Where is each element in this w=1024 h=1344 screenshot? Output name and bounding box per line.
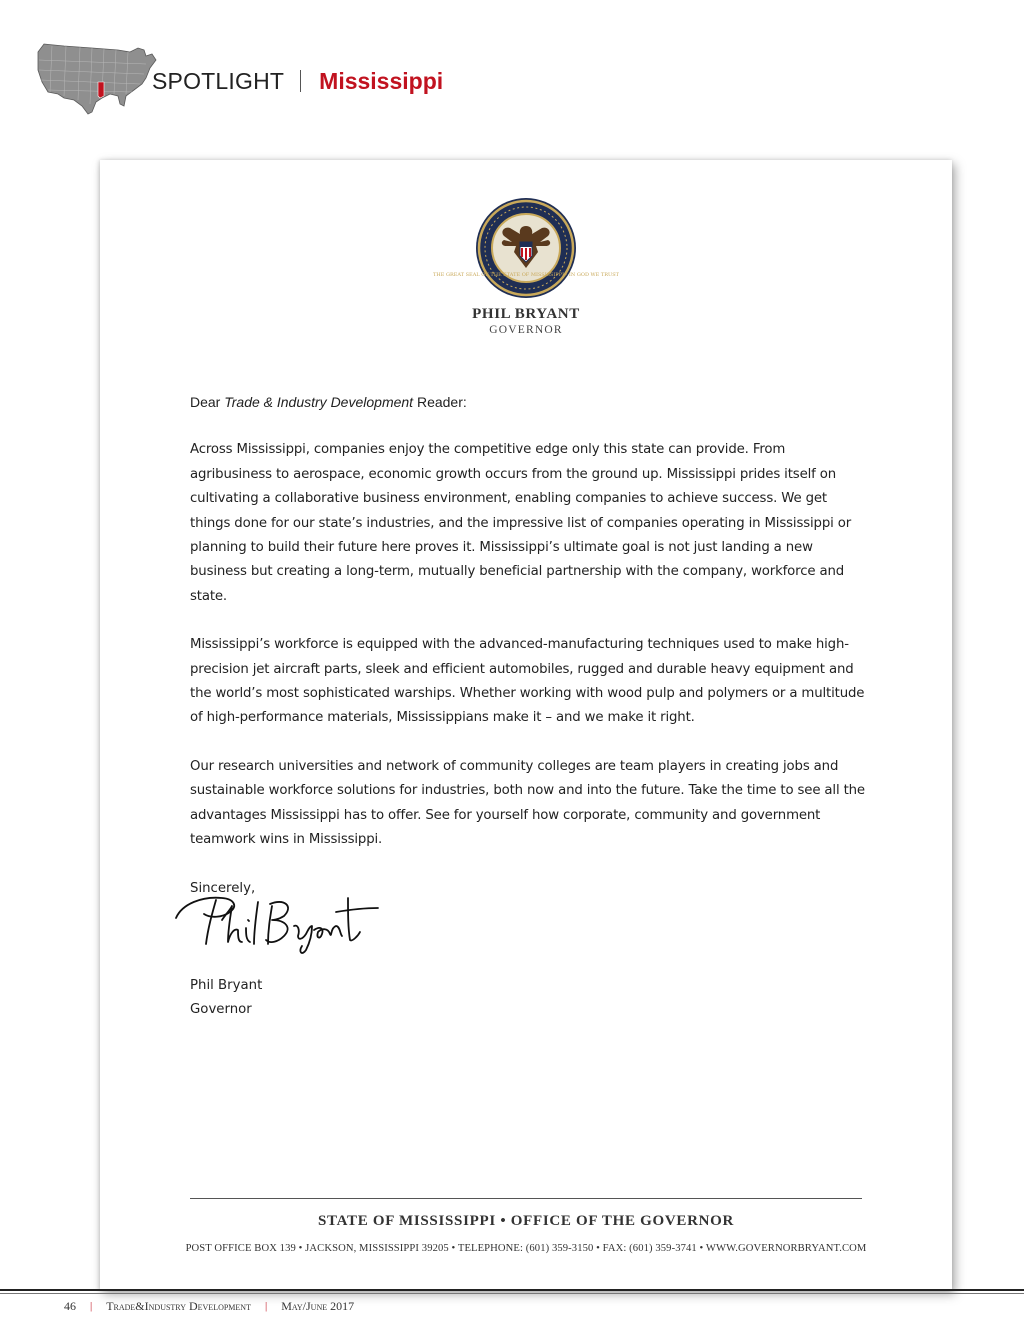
handwritten-signature: [172, 884, 392, 954]
us-map-icon: [34, 38, 158, 116]
letter-body: [190, 390, 870, 901]
issue-date: May/June 2017: [281, 1298, 355, 1313]
paragraph: Mississippi’s workforce is equipped with the advanced-manufacturing techniques used to make high-precision jet aircraft parts, sleek and efficient automobiles, rugged and durable heavy equipment and the world’s most sophisticated warships. Whether working with wood pulp and polymers or a multitude of high-performance materials, Mississippians make it – and we make it right.: [190, 637, 865, 726]
section-header: [152, 66, 443, 96]
salutation-prefix: Dear: [190, 394, 225, 410]
paragraph: Our research universities and network of community colleges are team players in creating jobs and sustainable workforce solutions for industries, both now and into the future. Take the time to see all the advantages Mississippi has to offer. See for yourself how corporate, community and government teamwork wins in Mississippi.: [190, 758, 865, 848]
header-divider: [300, 70, 301, 92]
footer-rule: [0, 1289, 1024, 1291]
great-seal-icon: [433, 196, 619, 300]
page-footer: [64, 1297, 354, 1315]
publication-title: Trade&Industry Development: [106, 1298, 251, 1313]
page-number: 46: [64, 1298, 76, 1313]
publication-name: Trade & Industry Development: [224, 394, 414, 410]
governor-letter: [100, 160, 952, 1290]
footer-separator: |: [264, 1300, 268, 1312]
section-label: SPOTLIGHT: [152, 67, 285, 94]
address-line: POST OFFICE BOX 139 • JACKSON, MISSISSIPPI 39205 • TELEPHONE: (601) 359-3150 • FAX: (601) 359-3741 • WWW.GOVERNORBRYANT.COM: [185, 1243, 867, 1254]
signer-title: Governor: [190, 1002, 252, 1018]
footer-rule-thin: [0, 1293, 1024, 1294]
governor-name: PHIL BRYANT: [472, 306, 580, 322]
signer-block: [190, 974, 262, 1023]
salutation-suffix: Reader:: [413, 394, 467, 410]
office-line: STATE OF MISSISSIPPI • OFFICE OF THE GOVERNOR: [317, 1213, 735, 1229]
paragraph: Across Mississippi, companies enjoy the competitive edge only this state can provide. From agribusiness to aerospace, economic growth occurs from the ground up. Mississippi prides itself on cultivating a collaborative business environment, enabling companies to achieve success. We get things done for our state’s industries, and the impressive list of companies operating in Mississippi or planning to build their future here proves it. Mississippi’s ultimate goal is not just landing a new business but creating a long-term, mutually beneficial partnership with the company, workforce and state.: [190, 442, 852, 604]
footer-separator: |: [90, 1300, 93, 1312]
signer-name: Phil Bryant: [190, 978, 263, 993]
closing: Sincerely,: [190, 880, 256, 896]
governor-title: GOVERNOR: [489, 324, 563, 336]
letterhead-divider: [190, 1198, 862, 1199]
state-name: Mississippi: [319, 67, 444, 94]
salutation: [190, 390, 870, 414]
seal-motto: THE GREAT SEAL OF THE STATE OF MISSISSIPPI · IN GOD WE TRUST: [433, 272, 619, 278]
